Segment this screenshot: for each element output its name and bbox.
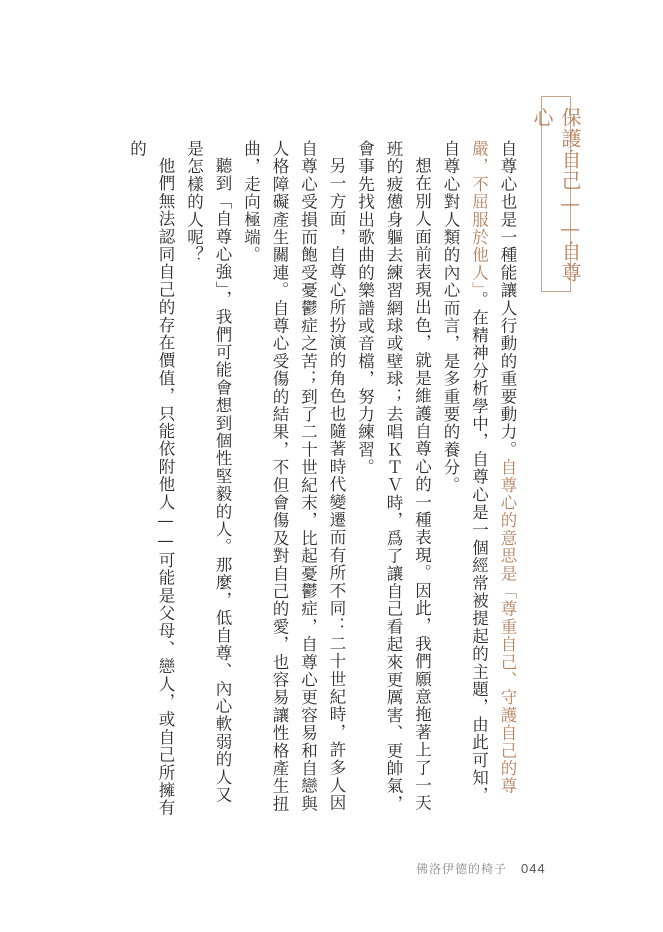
paragraph-5: 他們無法認同自己的存在價值，只能依附他人——可能是父母、戀人，或自己所擁有的 xyxy=(127,140,175,817)
paragraph-1-highlight: 自尊心的意思是「尊重自己、守護自己的尊嚴，不屈服於他人」 xyxy=(469,140,517,795)
section-heading xyxy=(530,96,582,292)
paragraph-3: 另一方面，自尊心所扮演的角色也隨著時代變遷而有所不同：二十世紀時，許多人因自尊心受損而飽受憂鬱症之苦；到了二十世紀末，比起憂鬱症，自尊心更容易和自戀與人格障礙產生關連。自尊心受傷的結果，不但會傷及對自己的愛，也容易讓性格產生扭曲，走向極端。 xyxy=(241,140,346,813)
paragraph-4: 聽到「自尊心強」，我們可能會想到個性堅毅的人。那麼，低自尊、內心軟弱的人又是怎樣的人呢？ xyxy=(184,140,232,804)
body-text xyxy=(101,140,521,820)
section-title: 保護自己——自尊心 xyxy=(530,107,582,283)
paragraph-1 xyxy=(436,140,522,820)
paragraph-1-text-b: 。在精神分析學中，自尊心是一個經常被提起的主題，由此可知，自尊心對人類的內心而言，是多重要的養分。 xyxy=(441,140,489,805)
page-number: 044 xyxy=(521,861,546,876)
book-title: 佛洛伊德的椅子 xyxy=(416,862,508,876)
page-footer xyxy=(416,860,546,877)
paragraph-2: 想在別人面前表現出色，就是維護自尊心的一種表現。因此，我們願意拖著上了一天班的疲憊身軀去練習網球或壁球；去唱ＫＴＶ時，爲了讓自己看起來更厲害、更帥氣，會事先找出歌曲的樂譜或音檔，努力練習。 xyxy=(355,140,432,813)
paragraph-1-text-a: 自尊心也是一種能讓人行動的重要動力。 xyxy=(498,140,517,459)
